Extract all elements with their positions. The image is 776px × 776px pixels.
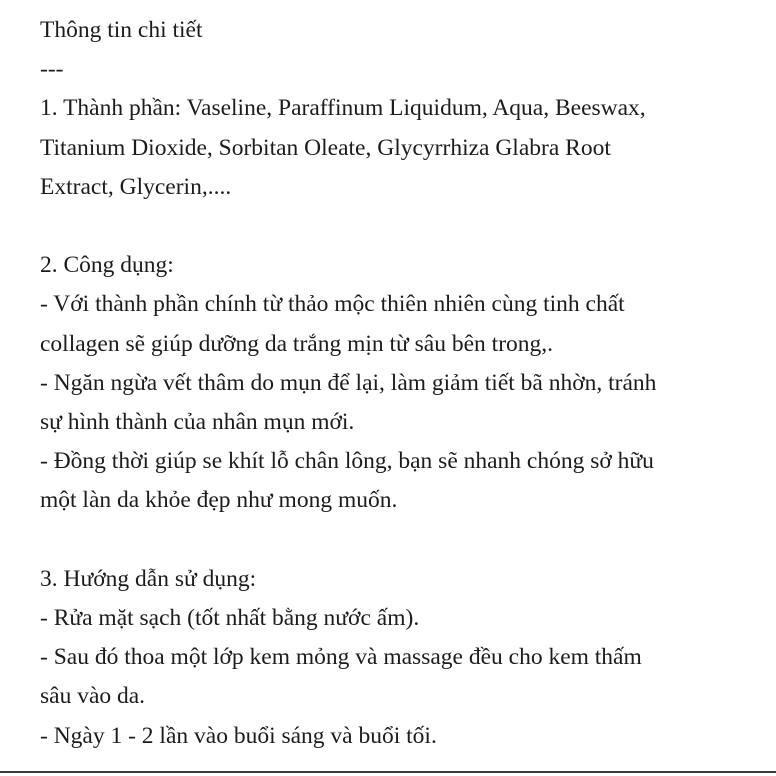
usage-text-line: - Ngày 1 - 2 lần vào buổi sáng và buổi tối.: [40, 722, 437, 749]
benefits-text-line: - Ngăn ngừa vết thâm do mụn để lại, làm giảm tiết bã nhờn, tránh: [40, 369, 657, 396]
blank-line: [40, 521, 740, 560]
ingredients-text-line: Titanium Dioxide, Sorbitan Oleate, Glycyrrhiza Glabra Root: [40, 134, 611, 161]
ingredients-heading: 1. Thành phần: Vaseline, Paraffinum Liquidum, Aqua, Beeswax,: [40, 95, 646, 122]
separator-line: ---: [40, 56, 64, 83]
benefits-text-line: collagen sẽ giúp dưỡng da trắng mịn từ sâu bên trong,.: [40, 330, 554, 357]
usage-text-line: sâu vào da.: [40, 683, 146, 710]
document-title: Thông tin chi tiết: [40, 17, 203, 43]
benefits-text-line: - Đồng thời giúp se khít lỗ chân lông, bạn sẽ nhanh chóng sở hữu: [40, 448, 654, 475]
usage-text-line: - Rửa mặt sạch (tốt nhất bằng nước ấm).: [40, 605, 420, 632]
bottom-divider: [0, 771, 776, 773]
benefits-text-line: - Với thành phần chính từ thảo mộc thiên nhiên cùng tinh chất: [40, 291, 625, 318]
section-benefits: [40, 246, 740, 520]
usage-heading: 3. Hướng dẫn sử dụng:: [40, 565, 257, 592]
benefits-heading: 2. Công dụng:: [40, 252, 174, 279]
usage-text-line: - Sau đó thoa một lớp kem mỏng và massage đều cho kem thấm: [40, 644, 642, 671]
product-details-document: [40, 11, 740, 756]
section-ingredients: [40, 89, 740, 207]
benefits-text-line: một làn da khỏe đẹp như mong muốn.: [40, 487, 398, 514]
ingredients-text-line: Extract, Glycerin,....: [40, 173, 232, 200]
blank-line: [40, 207, 740, 246]
benefits-text-line: sự hình thành của nhân mụn mới.: [40, 409, 355, 436]
section-usage: [40, 560, 740, 756]
